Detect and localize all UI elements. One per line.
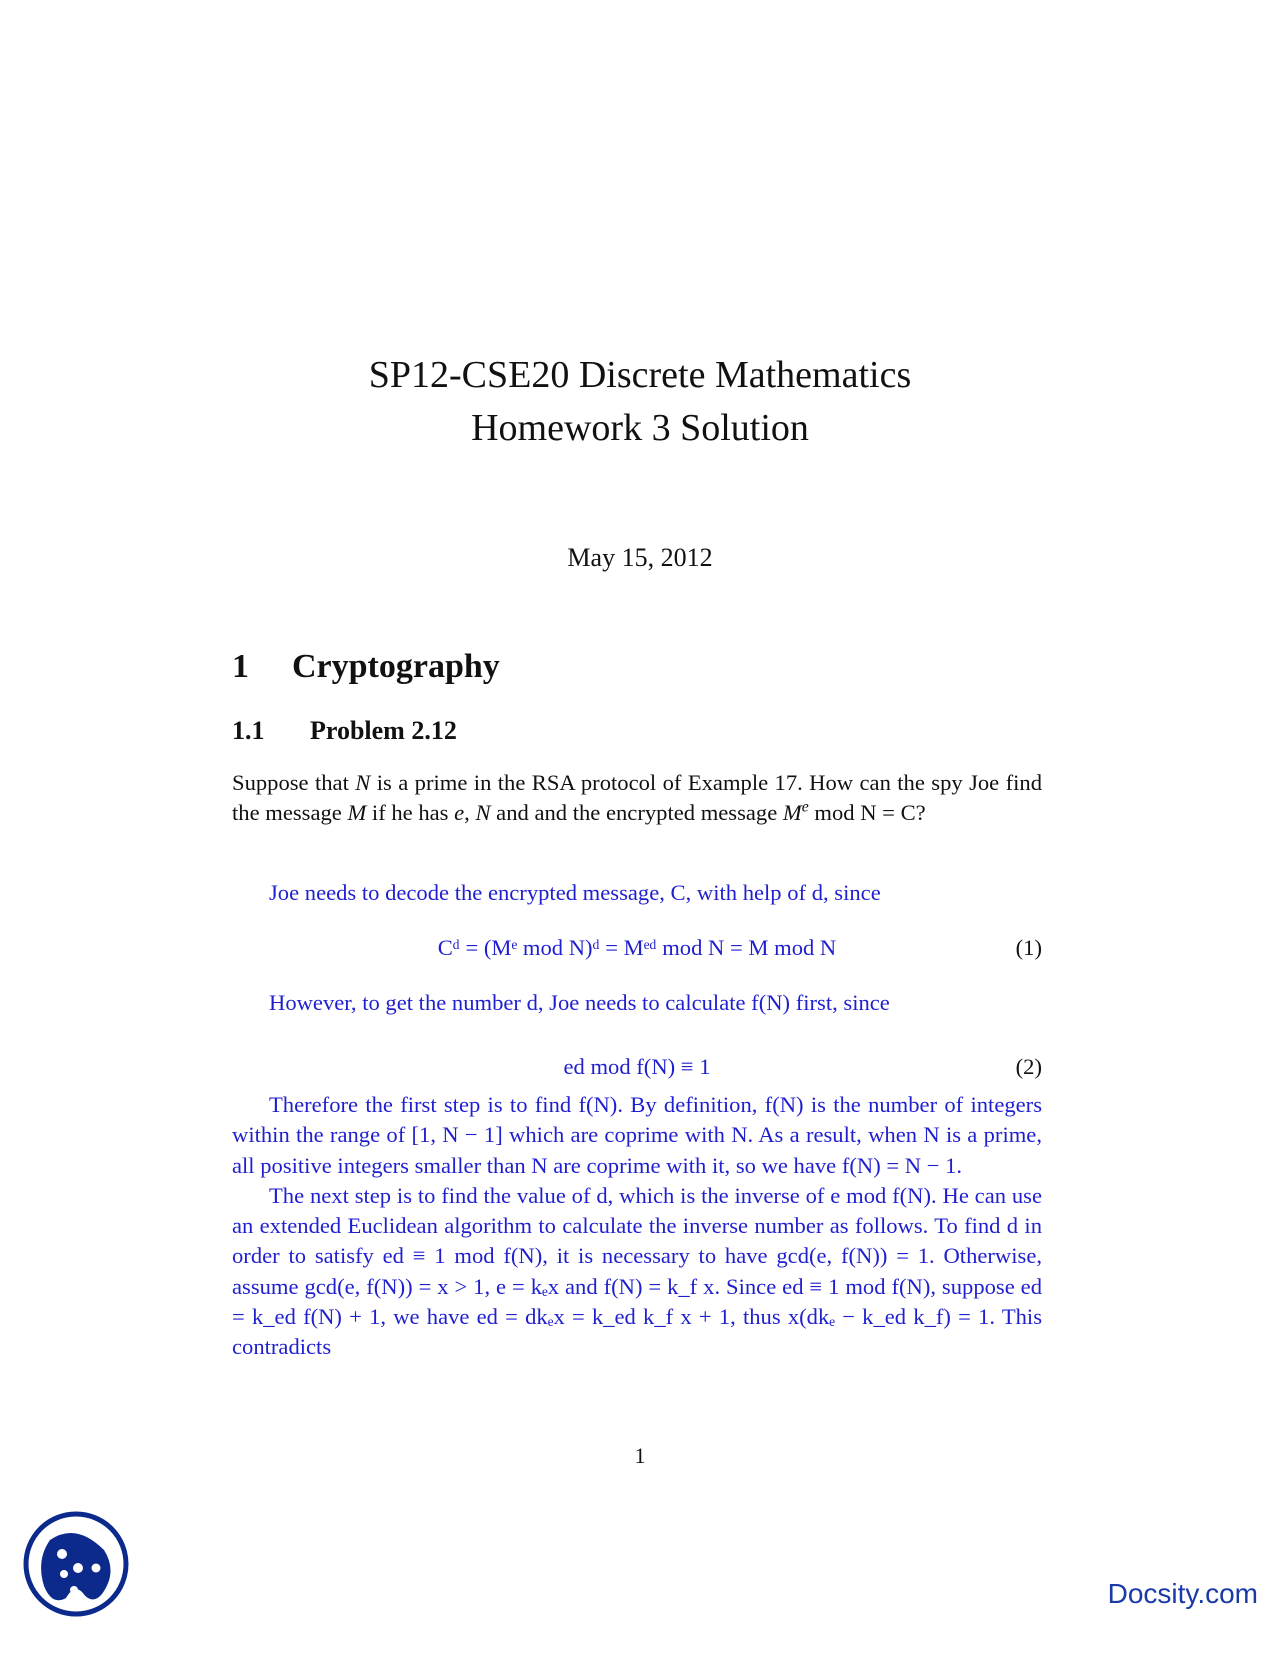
problem-var-e: e [454,800,465,826]
solution-paragraph-2: However, to get the number d, Joe needs to calculate f(N) first, since [269,990,890,1015]
solution-paragraph-3-4 [232,1090,1042,1363]
problem-var-e-sup: e [801,798,809,816]
docsity-logo-icon [22,1510,130,1618]
subsection-heading [232,716,457,746]
problem-mod-expr: mod N = C? [808,800,926,826]
section-heading [232,648,500,686]
problem-and: and [490,800,535,826]
section-title: Cryptography [292,648,500,685]
solution-paragraph-3: Therefore the first step is to find f(N). By definition, f(N) is the number of integers within the range of [1, N − 1] which are coprime with N. As a result, when N is a prime, all positive integers smaller than N are coprime with it, so we have f(N) = N − 1. [232,1092,1042,1178]
problem-var-n: N [355,770,371,795]
page-number: 1 [634,1443,646,1468]
problem-statement [232,768,1042,829]
subsection-title: Problem 2.12 [310,716,457,745]
document-title-line2: Homework 3 Solution [471,407,809,449]
subsection-number: 1.1 [232,716,265,745]
problem-var-n-2: N [475,800,491,826]
equation-2-tag: (2) [1015,1054,1042,1079]
solution-paragraph-1: Joe needs to decode the encrypted message, C, with help of d, since [269,880,881,905]
problem-text-d: and the encrypted message [534,800,783,826]
problem-text-c: if he has [366,800,455,826]
document-title-line1: SP12-CSE20 Discrete Mathematics [368,354,912,396]
section-number: 1 [232,648,249,685]
problem-comma: , [464,800,476,826]
problem-var-m-2: M [782,800,802,826]
solution-paragraph-4: The next step is to find the value of d, which is the inverse of e mod f(N). He can use an extended Euclidean algorithm to calculate the inverse number as follows. To find d in order to satisfy ed ≡ 1 mod f(N), it is necessary to have gcd(e, f(N)) = 1. Otherwise, assume gcd(e, f(N)) = x > 1, e = kₑx and f(N) = k_f x. Since ed ≡ 1 mod f(N), suppose ed = k_ed f(N) + 1, we have ed = dkₑx = k_ed k_f x + 1, thus x(dkₑ − k_ed k_f) = 1. This contradicts [232,1182,1042,1360]
equation-1-tag: (1) [1015,935,1042,960]
problem-text-b: is a prime in the RSA protocol of Example 17. How can the spy Joe find the message [232,770,1042,826]
problem-text-a: Suppose that [232,770,356,795]
equation-1-expression: Cᵈ = (Mᵉ mod N)ᵈ = Mᵉᵈ mod N = M mod N [437,935,837,960]
equation-2-expression: ed mod f(N) ≡ 1 [563,1054,711,1079]
problem-var-m: M [347,800,367,826]
docsity-brand-text[interactable]: Docsity.com [1107,1578,1258,1609]
document-date: May 15, 2012 [567,543,713,572]
